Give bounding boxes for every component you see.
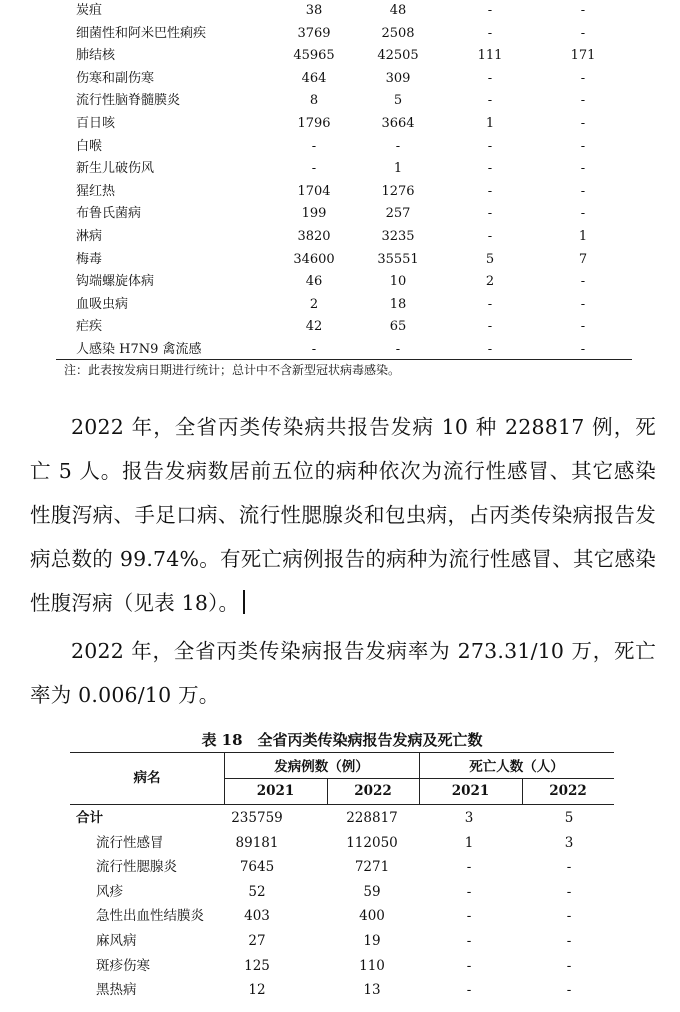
cases-2021-cell: 199 <box>301 206 327 222</box>
deaths-2021-cell: - <box>487 138 493 154</box>
deaths-2022-cell: - <box>580 3 586 18</box>
cases-2022-cell: 228817 <box>346 810 398 826</box>
cases-2021-cell: - <box>311 161 317 177</box>
deaths-2021-cell: - <box>487 319 493 335</box>
table-row <box>70 831 614 856</box>
deaths-2022-cell: - <box>580 206 586 222</box>
cases-2021-cell: 403 <box>244 908 270 925</box>
disease-name-cell: 斑疹伤寒 <box>96 957 150 974</box>
deaths-2021-cell: - <box>487 183 493 199</box>
deaths-2021-cell: - <box>487 3 493 18</box>
table-row <box>56 294 632 317</box>
table-row <box>70 929 614 954</box>
cases-2022-cell: 42505 <box>377 48 419 64</box>
paragraph-class-c-summary <box>30 405 656 625</box>
paragraph-class-c-rates <box>30 629 656 717</box>
disease-name-cell: 猩红热 <box>76 183 116 199</box>
header-year-cases-2021: 2021 <box>256 783 295 799</box>
deaths-2022-cell: 3 <box>564 834 574 851</box>
cases-2022-cell: 13 <box>363 982 381 999</box>
cases-2021-cell: 2 <box>309 296 319 312</box>
deaths-2022-cell: - <box>566 933 572 949</box>
cases-2021-cell: 46 <box>305 274 323 290</box>
cases-2021-cell: 38 <box>305 3 323 18</box>
deaths-2022-cell: - <box>580 25 586 41</box>
cases-2022-cell: 112050 <box>346 834 398 851</box>
cases-2022-cell: 5 <box>393 93 403 109</box>
disease-name-cell: 细菌性和阿米巴性痢疾 <box>76 25 207 41</box>
header-year-deaths-2022: 2022 <box>549 783 587 799</box>
cases-2022-cell: 2508 <box>381 25 415 41</box>
deaths-2021-cell: - <box>487 228 493 244</box>
deaths-2021-cell: - <box>487 206 493 222</box>
deaths-2022-cell: - <box>580 319 586 335</box>
deaths-2021-cell: - <box>466 883 472 900</box>
table-row <box>56 136 632 159</box>
deaths-2021-cell: 1 <box>464 834 474 851</box>
table-row <box>70 904 614 929</box>
cases-2021-cell: 89181 <box>235 834 279 851</box>
disease-name-cell: 流行性腮腺炎 <box>96 859 177 876</box>
disease-name-cell: 百日咳 <box>76 115 116 131</box>
cases-2021-cell: 52 <box>248 883 266 900</box>
cases-2022-cell: 7271 <box>354 859 390 876</box>
header-cases-group: 发病例数（例） <box>274 759 369 775</box>
deaths-2022-cell: 171 <box>570 48 596 64</box>
header-disease-name: 病名 <box>133 770 161 786</box>
deaths-2022-cell: 1 <box>578 228 588 244</box>
table-row <box>56 203 632 226</box>
table-row <box>56 181 632 204</box>
header-year-deaths-2021: 2021 <box>451 783 490 799</box>
cases-2021-cell: 1796 <box>297 115 331 131</box>
disease-name-cell: 梅毒 <box>76 251 103 267</box>
cases-2022-cell: 3664 <box>381 115 415 131</box>
deaths-2022-cell: - <box>580 296 586 312</box>
cases-2022-cell: 110 <box>359 957 385 974</box>
deaths-2022-cell: - <box>580 274 586 290</box>
cases-2022-cell: 35551 <box>377 251 419 267</box>
table-18 <box>70 752 614 1012</box>
disease-name-cell: 白喉 <box>76 138 103 154</box>
cases-2022-cell: 65 <box>389 319 407 335</box>
table-row <box>56 271 632 294</box>
table-top-rule <box>70 752 614 753</box>
deaths-2022-cell: - <box>580 138 586 154</box>
cases-2022-cell: 3235 <box>381 228 415 244</box>
table-row <box>70 954 614 979</box>
deaths-2021-cell: 111 <box>477 48 503 64</box>
header-year-cases-2022: 2022 <box>354 783 392 799</box>
deaths-2021-cell: 1 <box>485 115 495 131</box>
table-row <box>56 90 632 113</box>
disease-name-cell: 钩端螺旋体病 <box>76 274 155 290</box>
cases-2021-cell: 45965 <box>293 48 335 64</box>
deaths-2022-cell: 5 <box>564 810 574 826</box>
deaths-2022-cell: - <box>580 93 586 109</box>
disease-name-cell: 流行性脑脊髓膜炎 <box>76 93 181 109</box>
cases-2021-cell: 42 <box>305 319 323 335</box>
deaths-2022-cell: - <box>566 982 572 999</box>
disease-name-cell: 急性出血性结膜炎 <box>96 908 204 925</box>
disease-name-cell: 伤寒和副伤寒 <box>76 70 155 86</box>
cases-2021-cell: 235759 <box>231 810 283 826</box>
paragraph-text: 2022 年，全省丙类传染病报告发病率为 273.31/10 万，死亡率为 0.006/10 万。 <box>30 639 656 707</box>
table-row <box>56 23 632 46</box>
deaths-2021-cell: - <box>466 933 472 949</box>
disease-name-cell: 新生儿破伤风 <box>76 161 155 177</box>
deaths-2022-cell: - <box>566 908 572 925</box>
table-row <box>56 316 632 339</box>
table-total-row <box>70 806 614 831</box>
deaths-2021-cell: - <box>487 25 493 41</box>
infectious-disease-table-continued <box>56 0 632 362</box>
deaths-2022-cell: - <box>580 161 586 177</box>
deaths-2021-cell: 5 <box>485 251 495 267</box>
table-row <box>70 855 614 880</box>
table-row <box>56 68 632 91</box>
disease-name-cell: 淋病 <box>76 228 103 244</box>
deaths-2021-cell: - <box>487 93 493 109</box>
disease-name-cell: 疟疾 <box>76 319 103 335</box>
cases-2021-cell: 8 <box>309 93 319 109</box>
table-row <box>56 45 632 68</box>
cases-2022-cell: - <box>395 138 401 154</box>
table-bottom-rule <box>56 359 632 360</box>
header-deaths-group: 死亡人数（人） <box>469 759 564 775</box>
cases-2021-cell: 12 <box>248 982 266 999</box>
deaths-2021-cell: - <box>487 70 493 86</box>
cases-2021-cell: - <box>311 138 317 154</box>
deaths-2021-cell: - <box>466 859 472 876</box>
cases-2022-cell: 309 <box>385 70 411 86</box>
deaths-2022-cell: - <box>566 859 572 876</box>
cases-2022-cell: 19 <box>363 933 381 949</box>
cases-2022-cell: 1276 <box>381 183 415 199</box>
deaths-2021-cell: - <box>466 957 472 974</box>
deaths-2021-cell: - <box>466 982 472 999</box>
cases-2021-cell: - <box>311 341 317 357</box>
disease-name-cell: 合计 <box>76 810 103 826</box>
cases-2022-cell: 400 <box>359 908 385 925</box>
cases-2021-cell: 1704 <box>297 183 331 199</box>
deaths-2021-cell: - <box>487 161 493 177</box>
cases-2022-cell: 257 <box>385 206 411 222</box>
deaths-2022-cell: - <box>580 341 586 357</box>
disease-name-cell: 黑热病 <box>96 982 137 999</box>
text-cursor <box>243 590 245 614</box>
cases-2021-cell: 7645 <box>239 859 275 876</box>
disease-name-cell: 麻风病 <box>96 933 137 949</box>
table-header-bottom-rule <box>70 804 614 805</box>
deaths-2021-cell: - <box>487 296 493 312</box>
deaths-2021-cell: 3 <box>464 810 474 826</box>
disease-name-cell: 人感染 H7N9 禽流感 <box>76 341 202 357</box>
deaths-2022-cell: 7 <box>578 251 588 267</box>
cases-2021-cell: 27 <box>248 933 266 949</box>
cases-2021-cell: 125 <box>244 957 270 974</box>
deaths-2022-cell: - <box>580 115 586 131</box>
cases-2022-cell: 18 <box>389 296 407 312</box>
table-18-title: 表 18 全省丙类传染病报告发病及死亡数 <box>201 731 483 749</box>
cases-2022-cell: 59 <box>363 883 381 900</box>
disease-name-cell: 炭疽 <box>76 3 103 18</box>
table-row <box>70 978 614 1003</box>
deaths-2022-cell: - <box>566 957 572 974</box>
cases-2022-cell: 10 <box>389 274 407 290</box>
table-row <box>56 249 632 272</box>
cases-2021-cell: 464 <box>301 70 327 86</box>
cases-2021-cell: 3820 <box>297 228 331 244</box>
disease-name-cell: 风疹 <box>96 883 123 900</box>
table-row <box>56 0 632 23</box>
deaths-2021-cell: - <box>466 908 472 925</box>
deaths-2022-cell: - <box>566 883 572 900</box>
cases-2022-cell: 1 <box>393 161 403 177</box>
cases-2021-cell: 3769 <box>297 25 331 41</box>
cases-2022-cell: - <box>395 341 401 357</box>
disease-name-cell: 流行性感冒 <box>96 834 164 851</box>
cases-2021-cell: 34600 <box>293 251 335 267</box>
deaths-2022-cell: - <box>580 70 586 86</box>
disease-name-cell: 布鲁氏菌病 <box>76 206 142 222</box>
table-row <box>70 880 614 905</box>
cases-2022-cell: 48 <box>389 3 407 18</box>
table-note: 注：此表按发病日期进行统计；总计中不含新型冠状病毒感染。 <box>64 363 401 377</box>
table-row <box>56 113 632 136</box>
table-row <box>56 226 632 249</box>
disease-name-cell: 肺结核 <box>76 48 116 64</box>
disease-name-cell: 血吸虫病 <box>76 296 129 312</box>
deaths-2022-cell: - <box>580 183 586 199</box>
deaths-2021-cell: 2 <box>485 274 495 290</box>
table-row <box>56 158 632 181</box>
deaths-2021-cell: - <box>487 341 493 357</box>
paragraph-text: 2022 年，全省丙类传染病共报告发病 10 种 228817 例，死亡 5 人。报告发病数居前五位的病种依次为流行性感冒、其它感染性腹泻病、手足口病、流行性腮腺炎和包虫病，占丙类传染病报告发病总数的 99.74%。有死亡病例报告的病种为流行性感冒、其它感染性腹泻病（见表 18）。 <box>30 415 656 615</box>
